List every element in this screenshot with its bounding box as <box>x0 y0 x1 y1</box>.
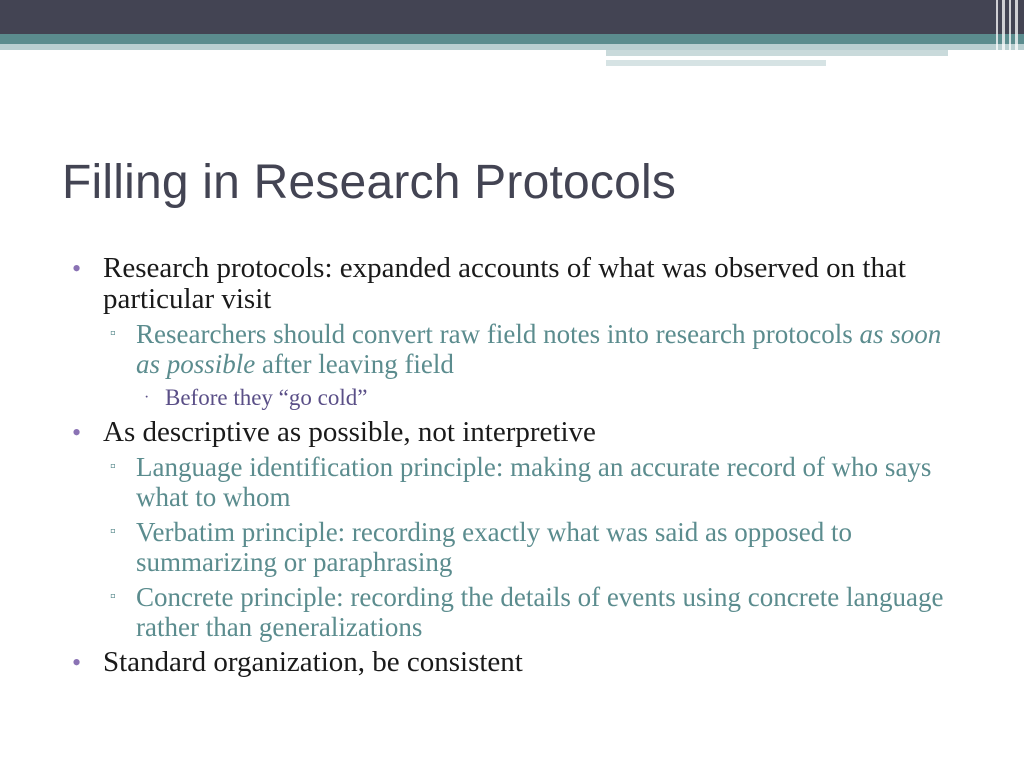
sub-sub-bullet-go-cold <box>72 384 972 411</box>
square-bullet-icon: ▫ <box>110 325 116 342</box>
sub-sub-bullet-text: Before they “go cold” <box>165 385 368 410</box>
sub-bullet-concrete <box>72 582 972 642</box>
sub-bullet-verbatim <box>72 517 972 577</box>
header-band-teal <box>0 34 1024 44</box>
bullet-text: Research protocols: expanded accounts of what was observed on that particular visit <box>103 252 906 315</box>
slide-content <box>72 253 972 682</box>
bullet-descriptive <box>72 417 972 448</box>
header-vertical-stripes <box>992 0 1024 66</box>
bullet-text: Standard organization, be consistent <box>103 646 523 678</box>
sub-bullet-text: Language identification principle: making an accurate record of who says what to whom <box>136 452 932 512</box>
header-band-accent-lower <box>606 60 826 66</box>
bullet-research-protocols <box>72 253 972 315</box>
square-bullet-icon: ▫ <box>110 523 116 540</box>
header-band-dark <box>0 0 1024 34</box>
sub-bullet-emphasis: as soon as possible <box>136 319 942 379</box>
sub-bullet-convert-notes <box>72 319 972 379</box>
sub-bullet-text-before: Researchers should convert raw field notes into research protocols <box>136 319 860 349</box>
bullet-text: As descriptive as possible, not interpretive <box>103 416 596 448</box>
sub-bullet-text: Concrete principle: recording the details of events using concrete language rather than generalizations <box>136 582 944 642</box>
sub-bullet-text-after: after leaving field <box>255 349 454 379</box>
square-bullet-icon: ▫ <box>110 458 116 475</box>
slide-title: Filling in Research Protocols <box>62 156 677 209</box>
header-band-divider <box>606 56 948 58</box>
square-bullet-icon: ▫ <box>110 588 116 605</box>
sub-bullet-text: Verbatim principle: recording exactly what was said as opposed to summarizing or paraphrasing <box>136 517 853 577</box>
bullet-dot-icon: • <box>72 254 82 283</box>
bullet-dot-icon: • <box>72 648 82 677</box>
bullet-standard-organization <box>72 647 972 678</box>
small-dot-bullet-icon: · <box>144 389 150 406</box>
bullet-dot-icon: • <box>72 418 82 447</box>
sub-bullet-language-identification <box>72 452 972 512</box>
